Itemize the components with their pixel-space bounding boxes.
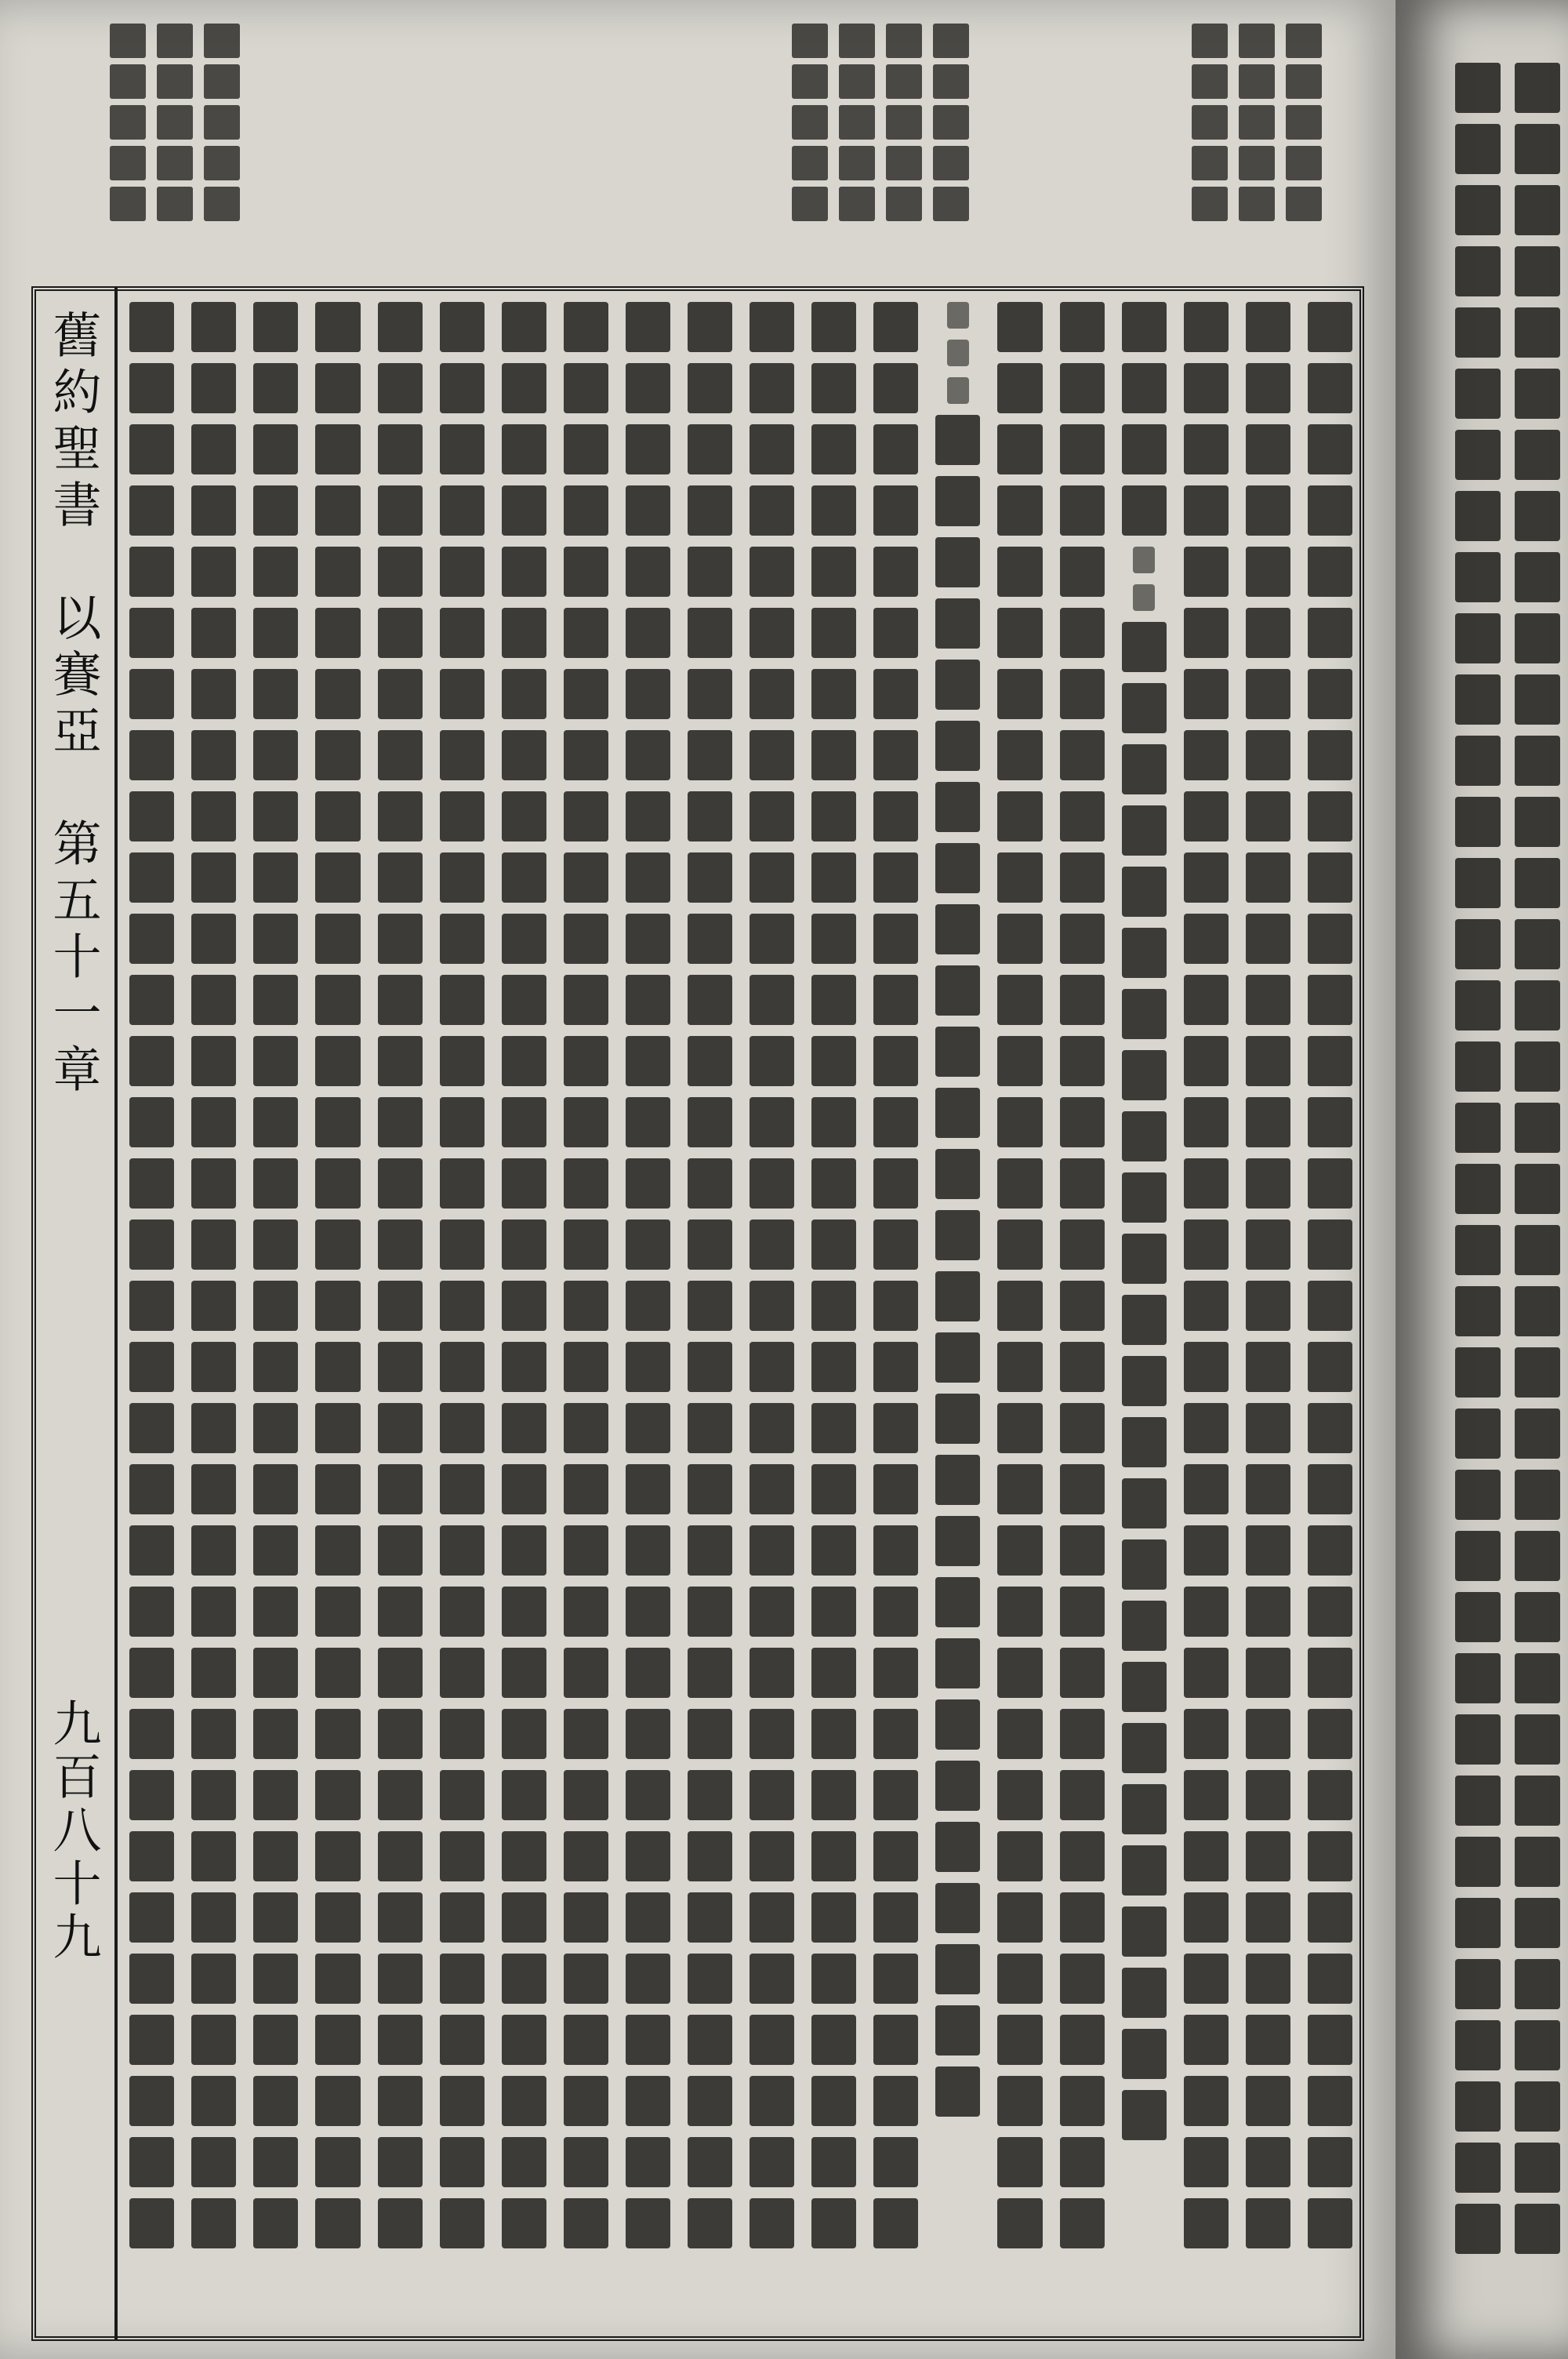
- text-column: [253, 302, 298, 2317]
- text-column: [378, 302, 423, 2317]
- margin-note-column: [1239, 24, 1275, 221]
- margin-note-column: [933, 24, 969, 221]
- scripture-body: [129, 302, 1352, 2317]
- text-column: [626, 302, 670, 2317]
- text-column: [1184, 302, 1229, 2317]
- text-column: [688, 302, 732, 2317]
- margin-note-column: [1192, 24, 1228, 221]
- margin-note-column: [157, 24, 193, 221]
- margin-note-column: [110, 24, 146, 221]
- margin-note-column: [1286, 24, 1322, 221]
- text-column: [315, 302, 360, 2317]
- text-column: [1515, 63, 1560, 2337]
- margin-notes: [63, 24, 1348, 259]
- right-page: [1396, 0, 1568, 2359]
- text-column: [564, 302, 608, 2317]
- margin-note-column: [886, 24, 922, 221]
- right-page-text: [1419, 63, 1560, 2337]
- text-column: [129, 302, 174, 2317]
- text-column: [191, 302, 236, 2317]
- margin-note-column: [204, 24, 240, 221]
- running-header: 舊約聖書 以賽亞 第五十一章: [45, 310, 102, 1100]
- text-column: [1122, 302, 1167, 2317]
- text-column: [1308, 302, 1352, 2317]
- text-column: [1060, 302, 1105, 2317]
- text-column: [811, 302, 856, 2317]
- text-column: [1455, 63, 1501, 2337]
- margin-note-column: [792, 24, 828, 221]
- text-column: [440, 302, 485, 2317]
- text-column: [935, 302, 980, 2317]
- page-number: 九百八十九: [45, 1698, 102, 1965]
- text-column: [873, 302, 918, 2317]
- margin-note-column: [839, 24, 875, 221]
- text-column: [1246, 302, 1290, 2317]
- text-column: [502, 302, 546, 2317]
- running-header-column: [31, 286, 118, 2341]
- text-column: [997, 302, 1042, 2317]
- text-column: [750, 302, 794, 2317]
